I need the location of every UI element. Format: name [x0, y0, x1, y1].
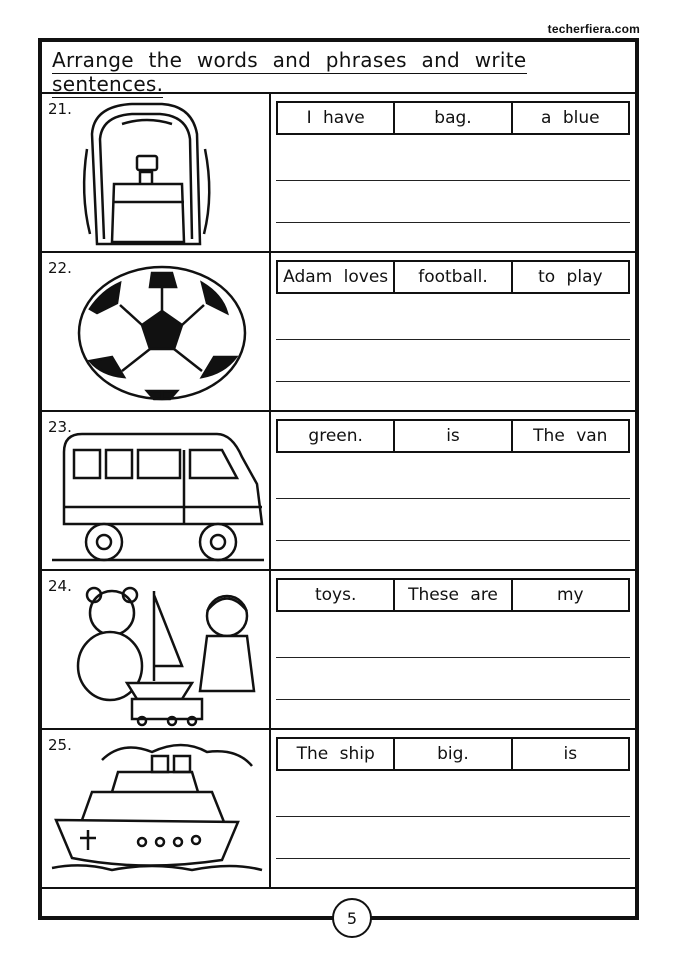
answer-line[interactable]	[276, 222, 630, 223]
answer-line[interactable]	[276, 816, 630, 817]
word-box: I have	[278, 103, 395, 133]
question-row	[42, 730, 635, 889]
answer-line[interactable]	[276, 858, 630, 859]
answer-line[interactable]	[276, 180, 630, 181]
toys-icon	[42, 571, 269, 728]
question-row	[42, 412, 635, 571]
instruction-title: Arrange the words and phrases and write sentences.	[42, 42, 635, 94]
answer-line[interactable]	[276, 540, 630, 541]
word-box: The ship	[278, 739, 395, 769]
answer-cell	[271, 412, 635, 569]
question-number: 24.	[48, 577, 72, 595]
word-box: Adam loves	[278, 262, 395, 292]
picture-cell	[42, 94, 271, 251]
word-box: is	[563, 744, 578, 764]
answer-cell	[271, 253, 635, 410]
answer-line[interactable]	[276, 699, 630, 700]
word-box: These are	[395, 580, 512, 610]
answer-line[interactable]	[276, 381, 630, 382]
word-boxes	[276, 578, 630, 612]
word-box: toys.	[278, 580, 395, 610]
brand-logo: techerfiera.com	[547, 22, 640, 36]
worksheet	[38, 38, 639, 928]
word-boxes	[276, 737, 630, 771]
answer-line[interactable]	[276, 657, 630, 658]
question-row	[42, 253, 635, 412]
word-boxes	[276, 419, 630, 453]
soccer-ball-icon	[42, 253, 269, 410]
ship-icon	[42, 730, 269, 887]
word-boxes	[276, 101, 630, 135]
word-box: football.	[395, 262, 512, 292]
word-box: is	[395, 421, 512, 451]
word-box: The van	[533, 426, 608, 446]
word-box: green.	[278, 421, 395, 451]
question-number: 21.	[48, 100, 72, 118]
question-number: 25.	[48, 736, 72, 754]
answer-line[interactable]	[276, 339, 630, 340]
picture-cell	[42, 571, 271, 728]
word-box: a blue	[541, 108, 600, 128]
question-row	[42, 571, 635, 730]
word-box: my	[557, 585, 584, 605]
question-number: 23.	[48, 418, 72, 436]
picture-cell	[42, 412, 271, 569]
question-row	[42, 94, 635, 253]
answer-cell	[271, 94, 635, 251]
answer-cell	[271, 730, 635, 887]
backpack-icon	[42, 94, 269, 251]
footer	[42, 888, 635, 928]
page-number: 5	[332, 898, 372, 938]
word-box: big.	[395, 739, 512, 769]
answer-cell	[271, 571, 635, 728]
word-box: bag.	[395, 103, 512, 133]
answer-line[interactable]	[276, 498, 630, 499]
van-icon	[42, 412, 269, 569]
word-boxes	[276, 260, 630, 294]
question-number: 22.	[48, 259, 72, 277]
word-box: to play	[538, 267, 603, 287]
picture-cell	[42, 253, 271, 410]
picture-cell	[42, 730, 271, 887]
